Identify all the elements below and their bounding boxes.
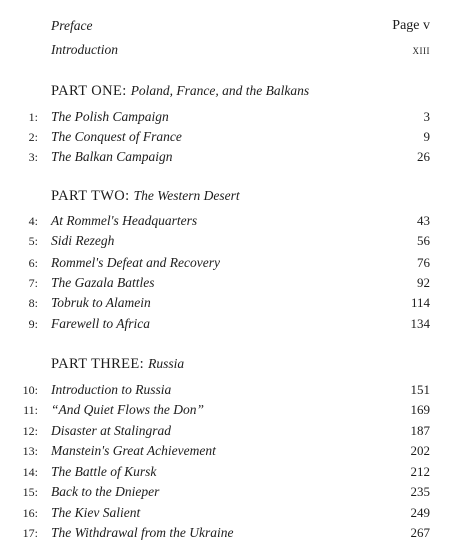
toc-entry-chapter bbox=[0, 400, 451, 420]
chapter-title: Tobruk to Alamein bbox=[51, 295, 151, 310]
toc-entry-chapter bbox=[0, 231, 451, 251]
part-title: The Western Desert bbox=[133, 188, 240, 203]
chapter-page: 3 bbox=[423, 109, 430, 124]
chapter-page: 76 bbox=[417, 255, 430, 270]
chapter-page: 187 bbox=[410, 423, 430, 438]
chapter-title: Back to the Dnieper bbox=[51, 484, 160, 499]
toc-entry-chapter bbox=[0, 482, 451, 502]
chapter-title: The Gazala Battles bbox=[51, 275, 155, 290]
entry-page: Page v bbox=[392, 18, 430, 33]
toc-entry-chapter bbox=[0, 380, 451, 400]
chapter-page: 169 bbox=[410, 402, 430, 417]
chapter-number: 16: bbox=[22, 506, 38, 520]
chapter-number: 8: bbox=[28, 296, 38, 310]
toc-entry-chapter bbox=[0, 273, 451, 293]
toc-entry-chapter bbox=[0, 253, 451, 273]
chapter-number: 6: bbox=[28, 256, 38, 270]
chapter-title: At Rommel's Headquarters bbox=[51, 213, 198, 228]
toc-entry-chapter bbox=[0, 462, 451, 482]
chapter-title: “And Quiet Flows the Don” bbox=[51, 402, 205, 417]
chapter-number: 2: bbox=[28, 130, 38, 144]
toc-entry-chapter bbox=[0, 441, 451, 461]
toc-entry-chapter bbox=[0, 523, 451, 543]
toc-entry-chapter bbox=[0, 147, 451, 167]
toc-entry-chapter bbox=[0, 293, 451, 313]
chapter-number: 12: bbox=[22, 424, 38, 438]
chapter-title: The Kiev Salient bbox=[51, 505, 141, 520]
chapter-number: 17: bbox=[22, 526, 38, 540]
entry-title: Introduction bbox=[51, 42, 118, 57]
chapter-page: 267 bbox=[410, 525, 430, 540]
chapter-title: Manstein's Great Achievement bbox=[51, 443, 216, 458]
toc-entry-chapter bbox=[0, 503, 451, 523]
chapter-number: 11: bbox=[23, 403, 38, 417]
chapter-number: 13: bbox=[22, 444, 38, 458]
chapter-page: 134 bbox=[410, 316, 430, 331]
chapter-title: The Withdrawal from the Ukraine bbox=[51, 525, 234, 540]
toc-entry-chapter bbox=[0, 421, 451, 441]
chapter-page: 92 bbox=[417, 275, 430, 290]
chapter-page: 249 bbox=[410, 505, 430, 520]
chapter-page: 212 bbox=[410, 464, 430, 479]
chapter-title: The Polish Campaign bbox=[51, 109, 169, 124]
toc-entry-chapter bbox=[0, 107, 451, 127]
entry-page: xiii bbox=[412, 42, 430, 57]
chapter-page: 56 bbox=[417, 233, 430, 248]
chapter-title: Farewell to Africa bbox=[51, 316, 150, 331]
toc-entry-chapter bbox=[0, 211, 451, 231]
chapter-page: 114 bbox=[410, 295, 430, 310]
toc-entry-chapter bbox=[0, 127, 451, 147]
chapter-number: 5: bbox=[28, 234, 38, 248]
part-heading bbox=[51, 354, 184, 374]
toc-entry-chapter bbox=[0, 314, 451, 334]
chapter-page: 9 bbox=[423, 129, 430, 144]
part-label: PART ONE: bbox=[51, 83, 127, 99]
chapter-title: The Battle of Kursk bbox=[51, 464, 157, 479]
chapter-title: Introduction to Russia bbox=[51, 382, 172, 397]
chapter-number: 15: bbox=[22, 485, 38, 499]
part-title: Russia bbox=[148, 356, 185, 371]
chapter-page: 43 bbox=[417, 213, 430, 228]
part-heading-three bbox=[0, 354, 451, 374]
part-heading bbox=[51, 81, 309, 101]
chapter-number: 14: bbox=[22, 465, 38, 479]
chapter-title: The Balkan Campaign bbox=[51, 149, 173, 164]
entry-title: Preface bbox=[51, 18, 93, 33]
toc-entry-introduction bbox=[0, 40, 451, 60]
chapter-title: Rommel's Defeat and Recovery bbox=[51, 255, 220, 270]
toc-entry-preface bbox=[0, 16, 451, 36]
chapter-page: 235 bbox=[410, 484, 430, 499]
part-label: PART THREE: bbox=[51, 356, 145, 372]
chapter-page: 151 bbox=[410, 382, 430, 397]
part-title: Poland, France, and the Balkans bbox=[130, 83, 310, 98]
chapter-page: 202 bbox=[410, 443, 430, 458]
part-heading-two bbox=[0, 186, 451, 206]
chapter-number: 1: bbox=[28, 110, 38, 124]
part-heading bbox=[51, 186, 240, 206]
chapter-number: 10: bbox=[22, 383, 38, 397]
chapter-number: 3: bbox=[28, 150, 38, 164]
chapter-number: 9: bbox=[28, 317, 38, 331]
chapter-title: Sidi Rezegh bbox=[51, 233, 115, 248]
chapter-number: 7: bbox=[28, 276, 38, 290]
chapter-number: 4: bbox=[28, 214, 38, 228]
chapter-title: The Conquest of France bbox=[51, 129, 182, 144]
part-label: PART TWO: bbox=[51, 188, 130, 204]
chapter-title: Disaster at Stalingrad bbox=[51, 423, 172, 438]
chapter-page: 26 bbox=[417, 149, 430, 164]
part-heading-one bbox=[0, 81, 451, 101]
